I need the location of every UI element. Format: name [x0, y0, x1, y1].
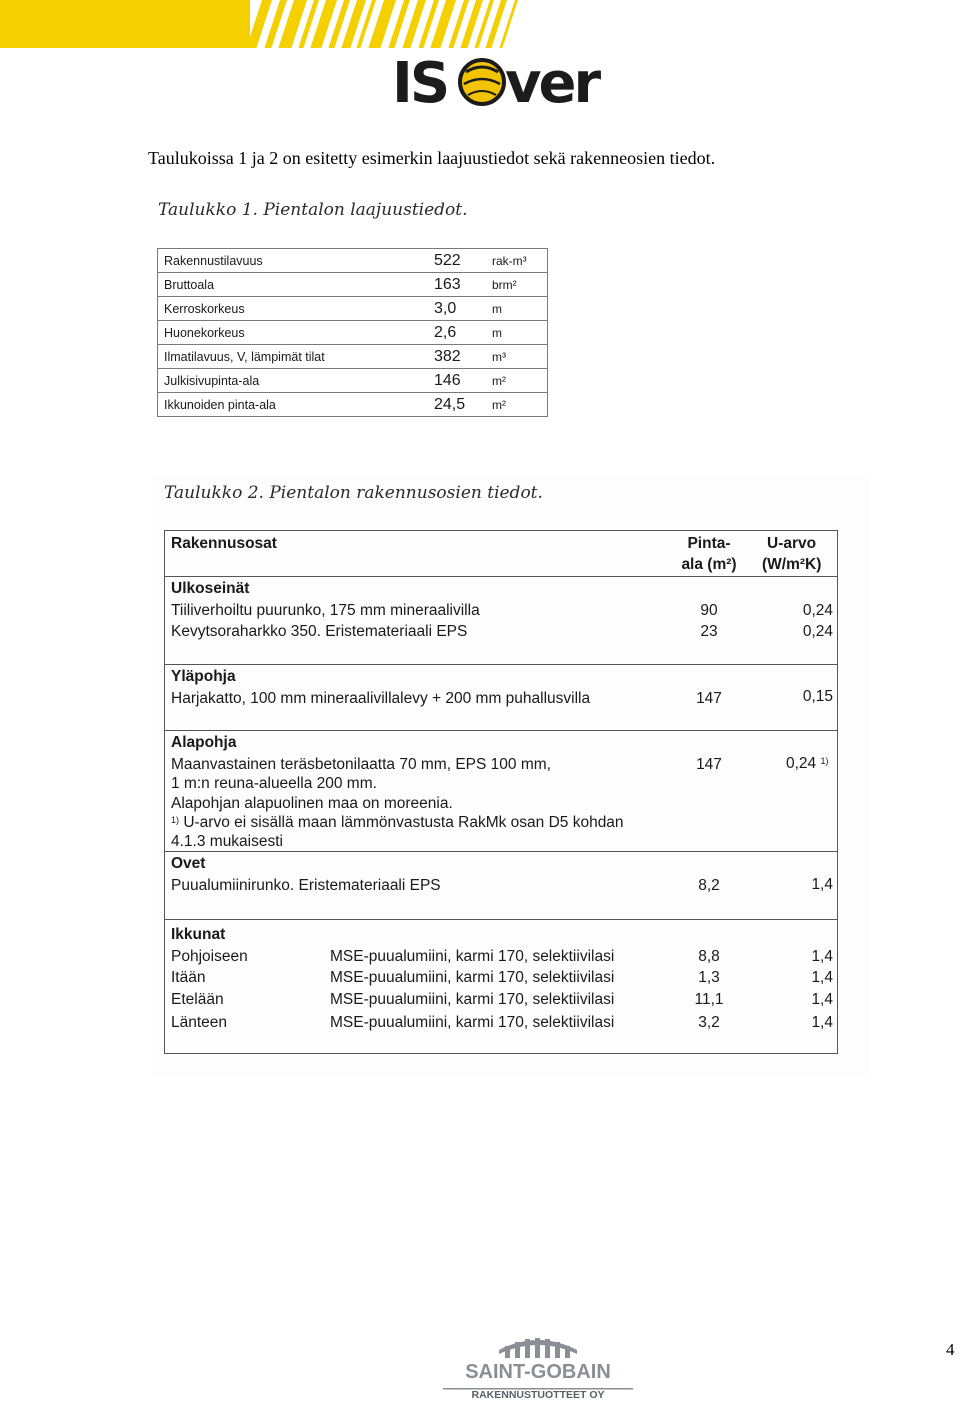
divider [165, 851, 837, 852]
row-area: 11,1 [694, 991, 724, 1008]
divider [165, 576, 837, 577]
saint-gobain-logo [443, 1332, 633, 1400]
row-label: Rakennustilavuus [158, 249, 435, 273]
header-area-line2: ala (m²) [681, 556, 737, 573]
row-u-with-note [786, 754, 829, 774]
row-u: 0,24 [786, 755, 817, 772]
row-desc: 4.1.3 mukaisesti [171, 833, 283, 850]
row-desc: MSE-puualumiini, karmi 170, selektiivilasi [330, 948, 615, 965]
row-desc: Alapohjan alapuolinen maa on moreenia. [171, 795, 453, 812]
row-value: 146 [434, 369, 492, 393]
row-unit: brm² [492, 273, 548, 297]
row-area: 147 [696, 690, 722, 707]
row-u: 0,24 [802, 602, 833, 619]
row-desc: Maanvastainen teräsbetonilaatta 70 mm, EPS 100 mm, [171, 756, 551, 773]
footnote-line [171, 813, 624, 833]
row-value: 522 [434, 249, 492, 273]
table-row [158, 345, 548, 369]
section-heading-ovet: Ovet [171, 855, 206, 872]
row-desc: Kevytsoraharkko 350. Eristemateriaali EPS [171, 623, 468, 640]
row-area: 90 [700, 602, 718, 619]
header-u-line1: U-arvo [767, 535, 817, 552]
row-value: 2,6 [434, 321, 492, 345]
header-banner [0, 0, 960, 48]
svg-text:RAKENNUSTUOTTEET OY: RAKENNUSTUOTTEET OY [471, 1389, 605, 1400]
divider [165, 730, 837, 731]
row-direction: Etelään [171, 991, 224, 1008]
row-desc: MSE-puualumiini, karmi 170, selektiivilasi [330, 991, 615, 1008]
table-row [158, 369, 548, 393]
row-u: 1,4 [811, 876, 833, 893]
table-row [158, 249, 548, 273]
row-label: Bruttoala [158, 273, 435, 297]
row-unit: m [492, 297, 548, 321]
row-unit: m³ [492, 345, 548, 369]
row-u: 0,15 [802, 688, 833, 705]
row-desc: MSE-puualumiini, karmi 170, selektiivilasi [330, 969, 615, 986]
row-u: 0,24 [802, 623, 833, 640]
table-row [158, 273, 548, 297]
table-row [158, 393, 548, 417]
row-label: Ilmatilavuus, V, lämpimät tilat [158, 345, 435, 369]
row-area: 8,8 [698, 948, 720, 965]
row-label: Kerroskorkeus [158, 297, 435, 321]
table1-title: Taulukko 1. Pientalon laajuustiedot. [158, 200, 468, 220]
row-direction: Pohjoiseen [171, 948, 248, 965]
table-row [158, 321, 548, 345]
section-heading-alapohja: Alapohja [171, 734, 237, 751]
header-u-line2: (W/m²K) [762, 556, 822, 573]
table2 [164, 530, 838, 1054]
table2-title: Taulukko 2. Pientalon rakennusosien tiedot. [164, 483, 543, 503]
row-unit: m [492, 321, 548, 345]
row-value: 3,0 [434, 297, 492, 321]
divider [165, 664, 837, 665]
row-value: 24,5 [434, 393, 492, 417]
footnote-text: U-arvo ei sisällä maan lämmönvastusta RakMk osan D5 kohdan [183, 814, 624, 831]
isover-logo [392, 54, 628, 108]
row-desc: Harjakatto, 100 mm mineraalivillalevy + 200 mm puhallusvilla [171, 690, 591, 707]
divider [165, 919, 837, 920]
row-unit: rak-m³ [492, 249, 548, 273]
row-area: 147 [696, 756, 722, 773]
row-u: 1,4 [811, 1014, 833, 1031]
row-value: 382 [434, 345, 492, 369]
section-heading-ikkunat: Ikkunat [171, 926, 226, 943]
footnote-mark: 1) [171, 815, 180, 825]
row-u: 1,4 [811, 991, 833, 1008]
section-heading-ylapohja: Yläpohja [171, 668, 236, 685]
row-area: 23 [700, 623, 718, 640]
intro-text: Taulukoissa 1 ja 2 on esitetty esimerkin laajuustiedot sekä rakenneosien tiedot. [148, 148, 716, 168]
row-u: 1,4 [811, 948, 833, 965]
row-u: 1,4 [811, 969, 833, 986]
svg-text:SAINT-GOBAIN: SAINT-GOBAIN [465, 1361, 611, 1383]
page-number: 4 [946, 1340, 955, 1359]
row-label: Huonekorkeus [158, 321, 435, 345]
row-direction: Itään [171, 969, 206, 986]
row-unit: m² [492, 393, 548, 417]
row-value: 163 [434, 273, 492, 297]
row-area: 3,2 [698, 1014, 720, 1031]
table1 [157, 248, 548, 417]
table-row [158, 297, 548, 321]
header-area-line1: Pinta- [687, 535, 731, 552]
row-desc: 1 m:n reuna-alueella 200 mm. [171, 775, 377, 792]
row-area: 1,3 [698, 969, 720, 986]
row-desc: MSE-puualumiini, karmi 170, selektiivilasi [330, 1014, 615, 1031]
row-area: 8,2 [698, 877, 720, 894]
row-label: Julkisivupinta-ala [158, 369, 435, 393]
row-direction: Länteen [171, 1014, 228, 1031]
header-parts: Rakennusosat [171, 535, 277, 552]
row-unit: m² [492, 369, 548, 393]
footnote-mark: 1) [820, 756, 829, 766]
row-desc: Puualumiinirunko. Eristemateriaali EPS [171, 877, 441, 894]
row-label: Ikkunoiden pinta-ala [158, 393, 435, 417]
row-desc: Tiiliverhoiltu puurunko, 175 mm mineraalivilla [171, 602, 480, 619]
svg-text:IS: IS [392, 54, 448, 108]
svg-text:ver: ver [505, 54, 599, 108]
section-heading-ulkoseinat: Ulkoseinät [171, 580, 250, 597]
